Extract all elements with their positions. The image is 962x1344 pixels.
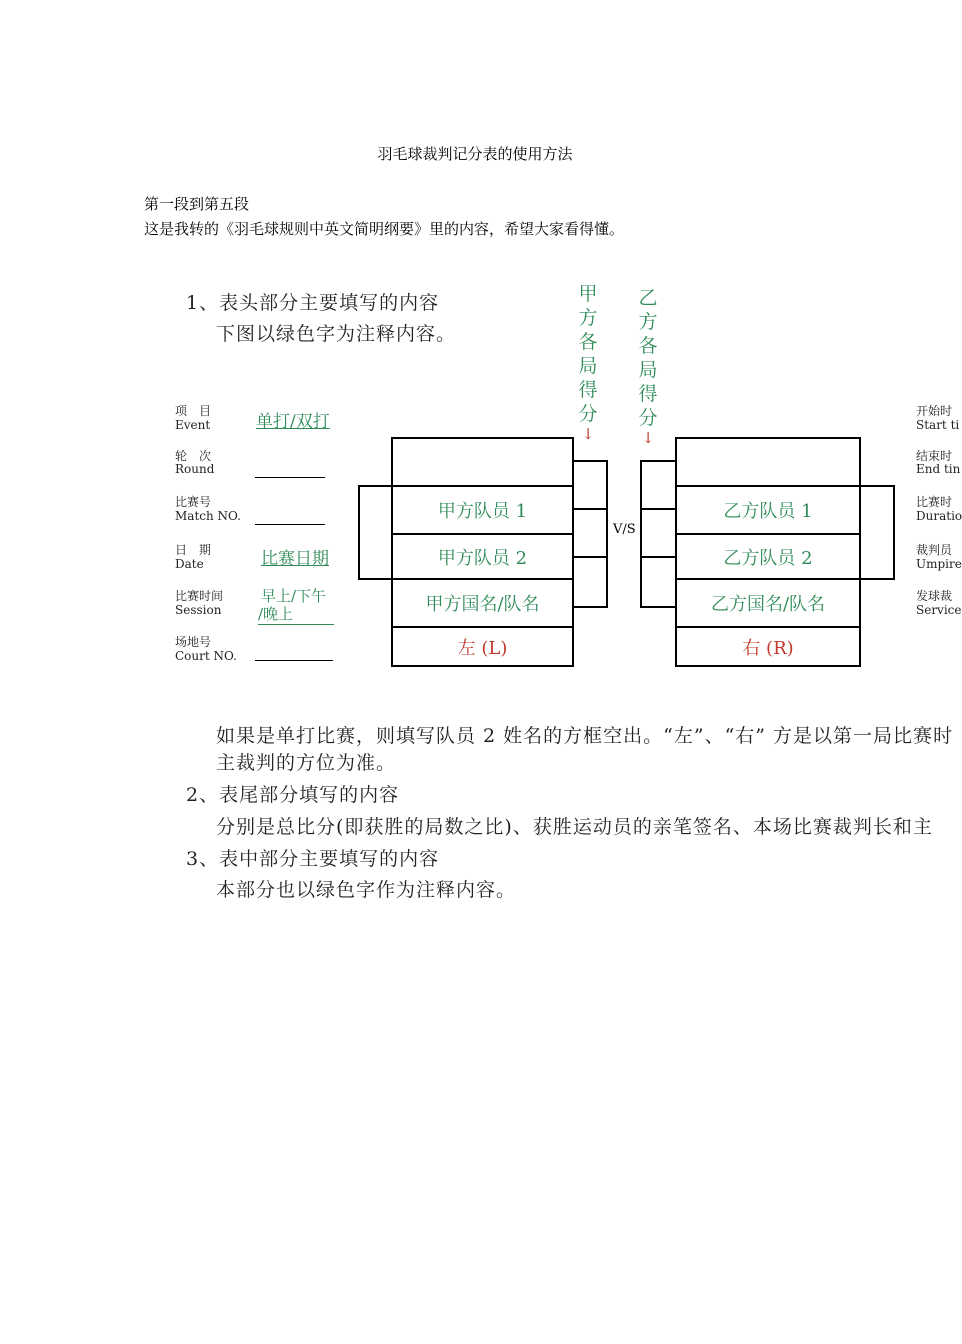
field-event-cn: 项 目 <box>175 404 212 418</box>
left-player1-cell: 甲方队员 1 <box>391 485 574 535</box>
right-score-column <box>640 460 677 608</box>
section3-heading: 3、表中部分主要填写的内容 <box>186 848 440 870</box>
team-a-scores-label: 甲 方 各 局 得 分 ↓ <box>578 283 598 443</box>
page-title: 羽毛球裁判记分表的使用方法 <box>377 145 573 163</box>
right-bracket <box>859 485 895 580</box>
divider <box>572 556 608 558</box>
right-header-cell <box>675 437 861 487</box>
left-bracket <box>358 485 393 580</box>
left-score-column <box>572 460 608 608</box>
field-session-cn: 比赛时间 <box>175 589 224 603</box>
section2-text: 分别是总比分(即获胜的局数之比)、获胜运动员的亲笔签名、本场比赛裁判长和主 <box>216 816 933 838</box>
note-line-1: 如果是单打比赛，则填写队员 2 姓名的方框空出。“左”、“右” 方是以第一局比赛时 <box>216 725 954 747</box>
team-b-scores-label: 乙 方 各 局 得 分 ↓ <box>638 287 658 447</box>
field-match-cn: 比赛号 <box>175 495 212 509</box>
field-service-en: Service <box>916 603 962 617</box>
field-match-en: Match NO. <box>175 509 241 523</box>
field-end-cn: 结束时 <box>916 449 953 463</box>
field-start-en: Start ti <box>916 418 960 432</box>
field-round-line <box>255 477 325 478</box>
divider <box>640 508 677 510</box>
section2-heading: 2、表尾部分填写的内容 <box>186 784 400 806</box>
field-session-value-1: 早上/下午 <box>261 587 327 605</box>
arrow-down-icon: ↓ <box>581 425 595 443</box>
field-end-en: End tin <box>916 462 961 476</box>
divider <box>572 508 608 510</box>
field-date-value: 比赛日期 <box>261 549 329 569</box>
field-umpire-en: Umpire <box>916 557 962 571</box>
arrow-down-icon: ↓ <box>641 429 655 447</box>
field-duration-en: Duratio <box>916 509 962 523</box>
intro-text: 这是我转的《羽毛球规则中英文简明纲要》里的内容，希望大家看得懂。 <box>144 220 625 238</box>
right-player2-cell: 乙方队员 2 <box>675 533 861 580</box>
field-round-cn: 轮 次 <box>175 449 212 463</box>
field-session-en: Session <box>175 603 222 617</box>
section1-heading: 1、表头部分主要填写的内容 <box>186 292 440 314</box>
field-start-cn: 开始时 <box>916 404 953 418</box>
field-event-en: Event <box>175 418 211 432</box>
note-line-2: 主裁判的方位为准。 <box>216 752 397 774</box>
vs-label: V/S <box>613 522 636 537</box>
section1-note: 下图以绿色字为注释内容。 <box>216 323 457 345</box>
right-side-cell: 右 (R) <box>675 626 861 667</box>
field-duration-cn: 比赛时 <box>916 495 953 509</box>
field-date-en: Date <box>175 557 204 571</box>
field-court-cn: 场地号 <box>175 635 212 649</box>
divider <box>640 556 677 558</box>
field-umpire-cn: 裁判员 <box>916 543 953 557</box>
left-header-cell <box>391 437 574 487</box>
field-match-line <box>255 524 325 525</box>
left-side-cell: 左 (L) <box>391 626 574 667</box>
field-service-cn: 发球裁 <box>916 589 953 603</box>
field-court-en: Court NO. <box>175 649 237 663</box>
left-player2-cell: 甲方队员 2 <box>391 533 574 580</box>
field-date-cn: 日 期 <box>175 543 212 557</box>
field-round-en: Round <box>175 462 215 476</box>
field-event-value: 单打/双打 <box>256 412 330 432</box>
right-player1-cell: 乙方队员 1 <box>675 485 861 535</box>
field-session-value-2: /晚上 <box>258 603 334 625</box>
left-team-cell: 甲方国名/队名 <box>391 578 574 628</box>
subheading: 第一段到第五段 <box>144 195 250 213</box>
section3-text: 本部分也以绿色字作为注释内容。 <box>216 879 517 901</box>
field-court-line <box>255 660 333 661</box>
right-team-cell: 乙方国名/队名 <box>675 578 861 628</box>
